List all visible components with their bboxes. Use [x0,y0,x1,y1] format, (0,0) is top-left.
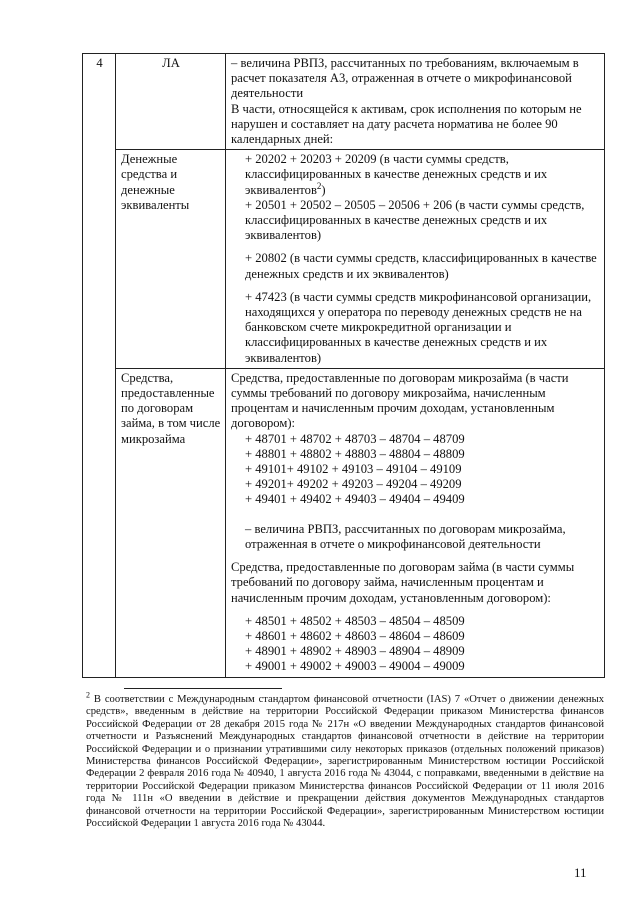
footnote-divider [124,688,282,689]
micro-intro: Средства, предоставленные по договорам микрозайма (в части суммы требований по договору микрозайма, начисленным процентам и начисленным прочим доходам, установленным договором): [231,370,569,431]
table-row [83,368,605,677]
loans-content [226,368,605,677]
loans-label: Средства, предоставленные по договорам займа, в том числе микрозайма [116,368,226,677]
micro-code-line: + 48701 + 48702 + 48703 – 48704 – 48709 [245,431,465,446]
cash-content [226,150,605,369]
intro-text-2: В части, относящейся к активам, срок исполнения по которым не нарушен и составляет на дату расчета норматива не более 90 календарных дней: [231,101,582,147]
micro-code-line: + 49101+ 49102 + 49103 – 49104 – 49109 [245,462,462,477]
cash-line-1-end: ) [321,182,326,197]
loan-code-line: + 48501 + 48502 + 48503 – 48504 – 48509 [245,613,465,628]
footnote-mark: 2 [86,690,90,700]
rvpz-text: – величина РВПЗ, рассчитанных по договорам микрозайма, отраженная в отчете о микрофинансовой деятельности [245,521,566,551]
table-row [83,150,605,369]
cash-line-1-text: + 20202 + 20203 + 20209 (в части суммы средств, классифицированных в качестве денежных средств и их эквивалентов [245,152,548,197]
footnote [86,690,604,830]
page-number: 11 [574,865,587,880]
cash-line-3: + 20802 (в части суммы средств, классифицированных в качестве денежных средств и их эквивалентов) [245,251,597,281]
micro-code-line: + 49201+ 49202 + 49203 – 49204 – 49209 [245,477,462,492]
cash-line-1 [231,152,600,198]
footnote-ref[interactable]: 2 [316,180,322,191]
cash-label: Денежные средства и денежные эквиваленты [116,150,226,369]
intro-text: – величина РВПЗ, рассчитанных по требованиям, включаемым в расчет показателя А3, отраженная в отчете о микрофинансовой деятельности [231,56,579,101]
loan-code-line: + 48601 + 48602 + 48603 – 48604 – 48609 [245,628,465,643]
loan-code-line: + 48901 + 48902 + 48903 – 48904 – 48909 [245,644,465,659]
loan-intro: Средства, предоставленные по договорам займа (в части суммы требований по договору займа, начисленным процентам и начисленным прочим доходам, установленным договором): [231,560,575,605]
cash-line-2: + 20501 + 20502 – 20505 – 20506 + 206 (в части суммы средств, классифицированных в качестве денежных средств и их эквивалентов) [245,197,585,243]
norm-table [82,53,605,678]
row-number: 4 [83,54,116,678]
loan-code-line: + 49001 + 49002 + 49003 – 49004 – 49009 [245,659,465,674]
table-row [83,54,605,150]
micro-code-line: + 48801 + 48802 + 48803 – 48804 – 48809 [245,446,465,461]
row-content [226,54,605,150]
micro-code-line: + 49401 + 49402 + 49403 – 49404 – 49409 [245,492,465,507]
category-label: ЛА [116,54,226,150]
footnote-text: В соответствии с Международным стандартом финансовой отчетности (IAS) 7 «Отчет о движении денежных средств», введенным в действие на территории Российской Федерации приказом Министерства финансов Российской Федерации от 28 декабря 2015 года № 217н «О введении Международных стандартов финансовой отчетности и Разъяснений Международных стандартов финансовой отчетности в действие на территории Российской Федерации и о признании утратившими силу некоторых приказов (отдельных положений приказов) Министерства финансов Российской Федерации», зарегистрированным Министерством юстиции Российской Федерации 2 февраля 2016 года № 40940, 1 августа 2016 года № 43044, с поправками, введенными в действие на территории Российской Федерации приказом Министерства финансов Российской Федерации от 11 июля 2016 года № 111н «О введении в действие и прекращении действия документов Международных стандартов финансовой отчетности на территории Российской Федерации», зарегистрированным Министерством юстиции Российской Федерации 1 августа 2016 года № 43044. [86,694,604,830]
cash-line-4: + 47423 (в части суммы средств микрофинансовой организации, находящихся у оператора по переводу денежных средств не на банковском счете микрокредитной организации и классифицированных в качестве денежных средств и их эквивалентов) [245,289,592,365]
